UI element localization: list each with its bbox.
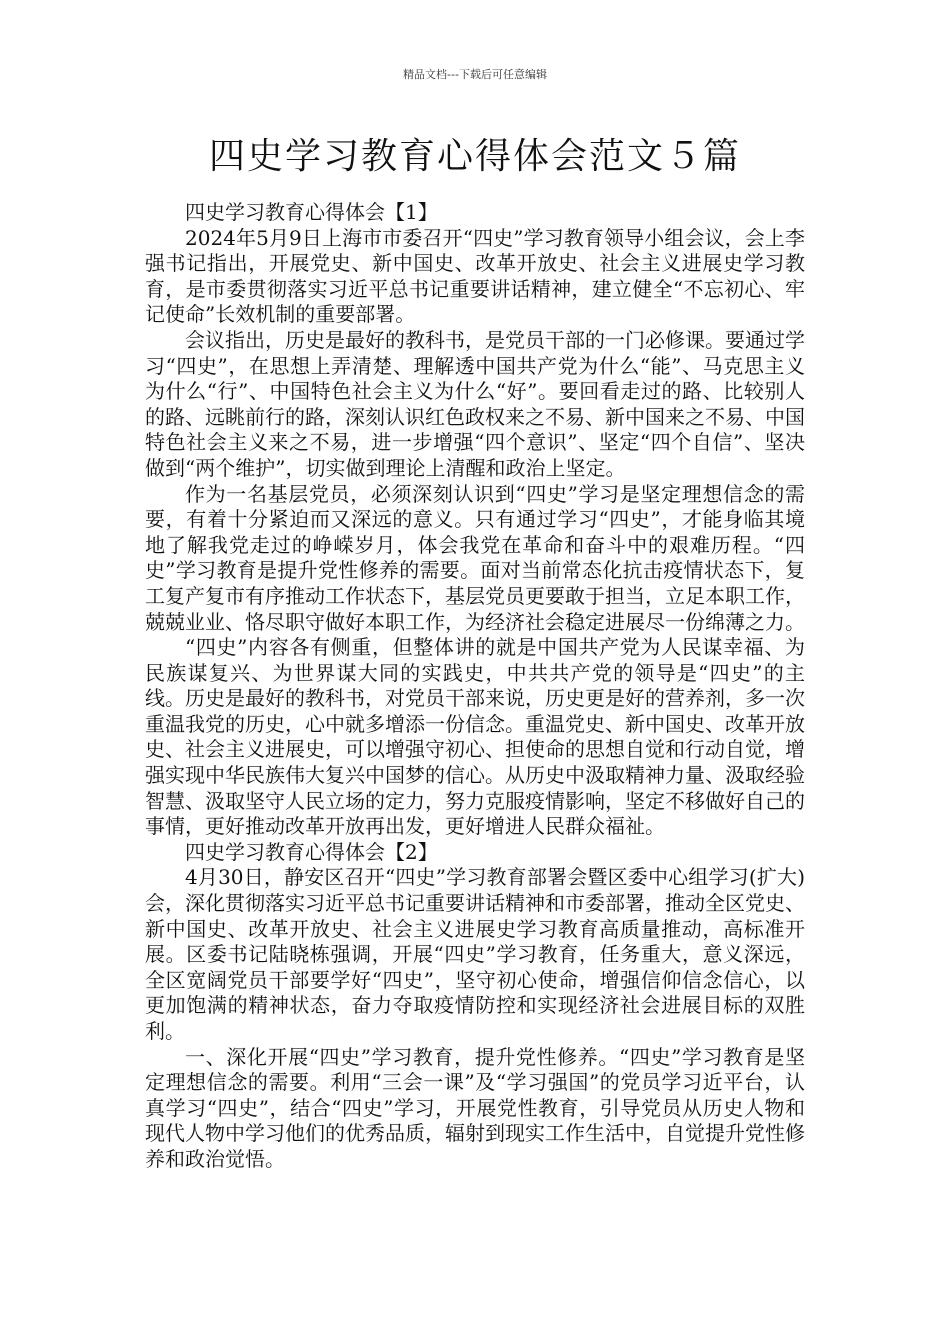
body-paragraph: 2024年5月9日上海市市委召开“四史”学习教育领导小组会议，会上李强书记指出，开展党史、新中国史、改革开放史、社会主义进展史学习教育，是市委贯彻落实习近平总书记重要讲话精神，建立健全“不忘初心、牢记使命”长效机制的重要部署。 [145, 225, 805, 327]
document-title: 四史学习教育心得体会范文５篇 [208, 136, 741, 177]
body-paragraph: 4月30日，静安区召开“四史”学习教育部署会暨区委中心组学习(扩大)会，深化贯彻落实习近平总书记重要讲话精神和市委部署，推动全区党史、新中国史、改革开放史、社会主义进展史学习教育高质量推动，高标准开展。区委书记陆晓栋强调，开展“四史”学习教育，任务重大，意义深远，全区宽阔党员干部要学好“四史”，坚守初心使命，增强信仰信念信心，以更加饱满的精神状态，奋力夺取疫情防控和实现经济社会进展目标的双胜利。 [145, 865, 805, 1043]
page-header: 精品文档---下载后可任意编辑 [403, 68, 547, 81]
document-body [145, 200, 805, 1173]
body-paragraph: 作为一名基层党员，必须深刻认识到“四史”学习是坚定理想信念的需要，有着十分紧迫而又深远的意义。只有通过学习“四史”，才能身临其境地了解我党走过的峥嵘岁月，体会我党在革命和奋斗中的艰难历程。“四史”学习教育是提升党性修养的需要。面对当前常态化抗击疫情状态下，复工复产复市有序推动工作状态下，基层党员更要敢于担当，立足本职工作，兢兢业业、恪尽职守做好本职工作，为经济社会稳定进展尽一份绵薄之力。 [145, 481, 805, 634]
body-paragraph: 一、深化开展“四史”学习教育，提升党性修养。“四史”学习教育是坚定理想信念的需要。利用“三会一课”及“学习强国”的党员学习近平台，认真学习“四史”，结合“四史”学习，开展党性教育，引导党员从历史人物和现代人物中学习他们的优秀品质，辐射到现实工作生活中，自觉提升党性修养和政治觉悟。 [145, 1044, 805, 1171]
section-heading-2: 四史学习教育心得体会【2】 [185, 839, 438, 864]
section-heading-1: 四史学习教育心得体会【1】 [185, 200, 438, 224]
body-paragraph: “四史”内容各有侧重，但整体讲的就是中国共产党为人民谋幸福、为民族谋复兴、为世界谋大同的实践史，中共共产党的领导是“四史”的主线。历史是最好的教科书，对党员干部来说，历史更是好的营养剂，多一次重温我党的历史，心中就多增添一份信念。重温党史、新中国史、改革开放史、社会主义进展史，可以增强守初心、担使命的思想自觉和行动自觉，增强实现中华民族伟大复兴中国梦的信心。从历史中汲取精神力量、汲取经验智慧、汲取坚守人民立场的定力，努力克服疫情影响，坚定不移做好自己的事情，更好推动改革开放再出发，更好增进人民群众福祉。 [145, 635, 805, 839]
body-paragraph: 会议指出，历史是最好的教科书，是党员干部的一门必修课。要通过学习“四史”，在思想上弄清楚、理解透中国共产党为什么“能”、马克思主义为什么“行”、中国特色社会主义为什么“好”。要回看走过的路、比较别人的路、远眺前行的路，深刻认识红色政权来之不易、新中国来之不易、中国特色社会主义来之不易，进一步增强“四个意识”、坚定“四个自信”、坚决做到“两个维护”，切实做到理论上清醒和政治上坚定。 [145, 327, 805, 480]
